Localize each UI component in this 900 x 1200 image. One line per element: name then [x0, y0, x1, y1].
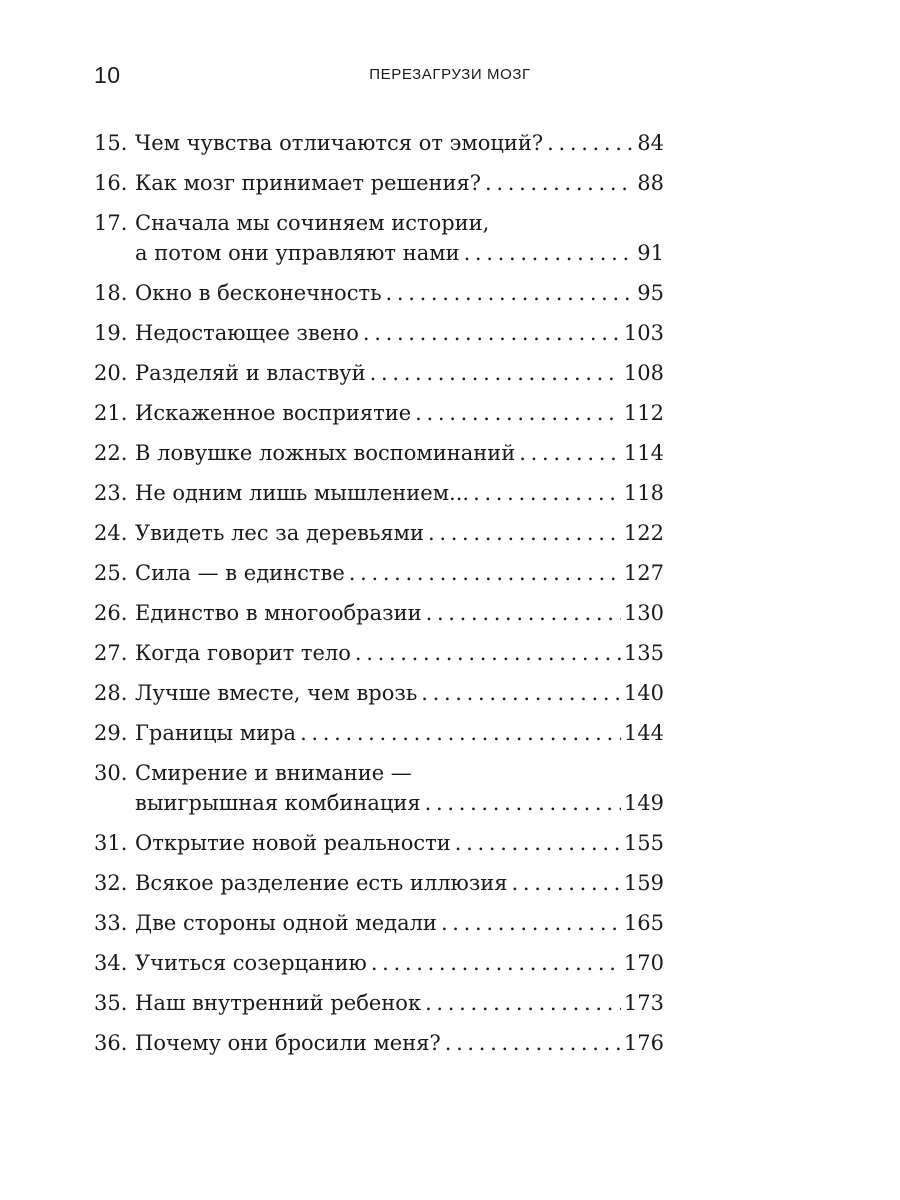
- toc-page-number: 170: [623, 951, 664, 975]
- toc-page-number: 165: [623, 911, 664, 935]
- dot-leader: [519, 438, 621, 468]
- toc-entry-15[interactable]: [94, 128, 664, 158]
- dot-leader: [386, 278, 635, 308]
- dot-leader: [441, 908, 621, 938]
- dot-leader: [428, 518, 621, 548]
- toc-entry-24[interactable]: [94, 518, 664, 548]
- toc-entry-32[interactable]: [94, 868, 664, 898]
- toc-page-number: 173: [623, 991, 664, 1015]
- toc-title: Как мозг принимает решения?: [135, 171, 482, 195]
- toc-title: выигрышная комбинация: [135, 791, 421, 815]
- toc-number: 28.: [94, 681, 128, 705]
- dot-leader: [426, 598, 621, 628]
- toc-title: Окно в бесконечность: [135, 281, 382, 305]
- toc-number: 17.: [94, 211, 128, 235]
- toc-number: 35.: [94, 991, 128, 1015]
- toc-entry-29[interactable]: [94, 718, 664, 748]
- toc-number: 22.: [94, 441, 128, 465]
- toc-page-number: 127: [623, 561, 664, 585]
- toc-title: Не одним лишь мышлением...: [135, 481, 470, 505]
- toc-page-number: 112: [623, 401, 664, 425]
- dot-leader: [445, 1028, 621, 1058]
- dot-leader: [425, 988, 621, 1018]
- toc-entry-36[interactable]: [94, 1028, 664, 1058]
- toc-title: Всякое разделение есть иллюзия: [135, 871, 508, 895]
- toc-number: 18.: [94, 281, 128, 305]
- toc-title-line-1: Сначала мы сочиняем истории,: [135, 211, 490, 235]
- toc-number: 27.: [94, 641, 128, 665]
- dot-leader: [485, 168, 634, 198]
- toc-entry-31[interactable]: [94, 828, 664, 858]
- toc-page-number: 149: [623, 791, 664, 815]
- toc-title: а потом они управляют нами: [135, 241, 460, 265]
- dot-leader: [349, 558, 621, 588]
- toc-number: 34.: [94, 951, 128, 975]
- toc-title: Учиться созерцанию: [135, 951, 367, 975]
- toc-title: Чем чувства отличаются от эмоций?: [135, 131, 544, 155]
- dot-leader: [363, 318, 621, 348]
- running-head: [94, 62, 806, 92]
- toc-entry-33[interactable]: [94, 908, 664, 938]
- toc-title: Единство в многообразии: [135, 601, 422, 625]
- toc-title: Открытие новой реальности: [135, 831, 451, 855]
- toc-title: Разделяй и властвуй: [135, 361, 366, 385]
- dot-leader: [473, 478, 621, 508]
- toc-number: 32.: [94, 871, 128, 895]
- toc-title: Искаженное восприятие: [135, 401, 412, 425]
- toc-page-number: 108: [623, 361, 664, 385]
- toc-entry-34[interactable]: [94, 948, 664, 978]
- toc-number: 25.: [94, 561, 128, 585]
- toc-number: 15.: [94, 131, 128, 155]
- toc-page-number: 122: [623, 521, 664, 545]
- toc-number: 19.: [94, 321, 128, 345]
- toc-page-number: 114: [623, 441, 664, 465]
- toc-number: 29.: [94, 721, 128, 745]
- toc-entry-25[interactable]: [94, 558, 664, 588]
- toc-page-number: 91: [637, 241, 664, 265]
- toc-title-line-1: Смирение и внимание —: [135, 761, 412, 785]
- toc-page-number: 95: [637, 281, 664, 305]
- dot-leader: [415, 398, 621, 428]
- toc-page-number: 176: [623, 1031, 664, 1055]
- book-title: ПЕРЕЗАГРУЗИ МОЗГ: [369, 66, 531, 83]
- toc-page-number: 84: [637, 131, 664, 155]
- toc-page-number: 144: [623, 721, 664, 745]
- dot-leader: [421, 678, 621, 708]
- toc-page-number: 159: [623, 871, 664, 895]
- dot-leader: [512, 868, 621, 898]
- dot-leader: [464, 238, 635, 268]
- toc-entry-16[interactable]: [94, 168, 664, 198]
- toc-title: Сила — в единстве: [135, 561, 345, 585]
- toc-number: 24.: [94, 521, 128, 545]
- dot-leader: [355, 638, 621, 668]
- dot-leader: [547, 128, 634, 158]
- dot-leader: [371, 948, 621, 978]
- toc-entry-20[interactable]: [94, 358, 664, 388]
- toc-entry-30[interactable]: [94, 758, 664, 818]
- toc-entry-28[interactable]: [94, 678, 664, 708]
- toc-entry-19[interactable]: [94, 318, 664, 348]
- toc-entry-35[interactable]: [94, 988, 664, 1018]
- toc-page-number: 118: [623, 481, 664, 505]
- dot-leader: [455, 828, 621, 858]
- toc-number: 20.: [94, 361, 128, 385]
- page-number: 10: [94, 62, 121, 88]
- toc-entry-17[interactable]: [94, 208, 664, 268]
- toc-entry-21[interactable]: [94, 398, 664, 428]
- toc-page-number: 155: [623, 831, 664, 855]
- toc-entry-23[interactable]: [94, 478, 664, 508]
- toc-title: Почему они бросили меня?: [135, 1031, 441, 1055]
- toc-number: 30.: [94, 761, 128, 785]
- toc-title: В ловушке ложных воспоминаний: [135, 441, 516, 465]
- toc-entry-26[interactable]: [94, 598, 664, 628]
- dot-leader: [370, 358, 621, 388]
- toc-title: Две стороны одной медали: [135, 911, 437, 935]
- toc-number: 16.: [94, 171, 128, 195]
- toc-title: Увидеть лес за деревьями: [135, 521, 424, 545]
- toc-number: 26.: [94, 601, 128, 625]
- toc-title: Границы мира: [135, 721, 297, 745]
- toc-page-number: 130: [623, 601, 664, 625]
- toc-title: Когда говорит тело: [135, 641, 351, 665]
- dot-leader: [300, 718, 621, 748]
- toc-number: 21.: [94, 401, 128, 425]
- toc-page-number: 140: [623, 681, 664, 705]
- toc-page-number: 135: [623, 641, 664, 665]
- toc-number: 31.: [94, 831, 128, 855]
- toc-title: Недостающее звено: [135, 321, 359, 345]
- toc-title: Наш внутренний ребенок: [135, 991, 422, 1015]
- toc-entry-18[interactable]: [94, 278, 664, 308]
- toc-page-number: 88: [637, 171, 664, 195]
- toc-entry-22[interactable]: [94, 438, 664, 468]
- dot-leader: [425, 788, 621, 818]
- toc-page-number: 103: [623, 321, 664, 345]
- table-of-contents: [94, 128, 664, 1068]
- toc-number: 33.: [94, 911, 128, 935]
- toc-title: Лучше вместе, чем врозь: [135, 681, 418, 705]
- toc-number: 36.: [94, 1031, 128, 1055]
- toc-number: 23.: [94, 481, 128, 505]
- toc-entry-27[interactable]: [94, 638, 664, 668]
